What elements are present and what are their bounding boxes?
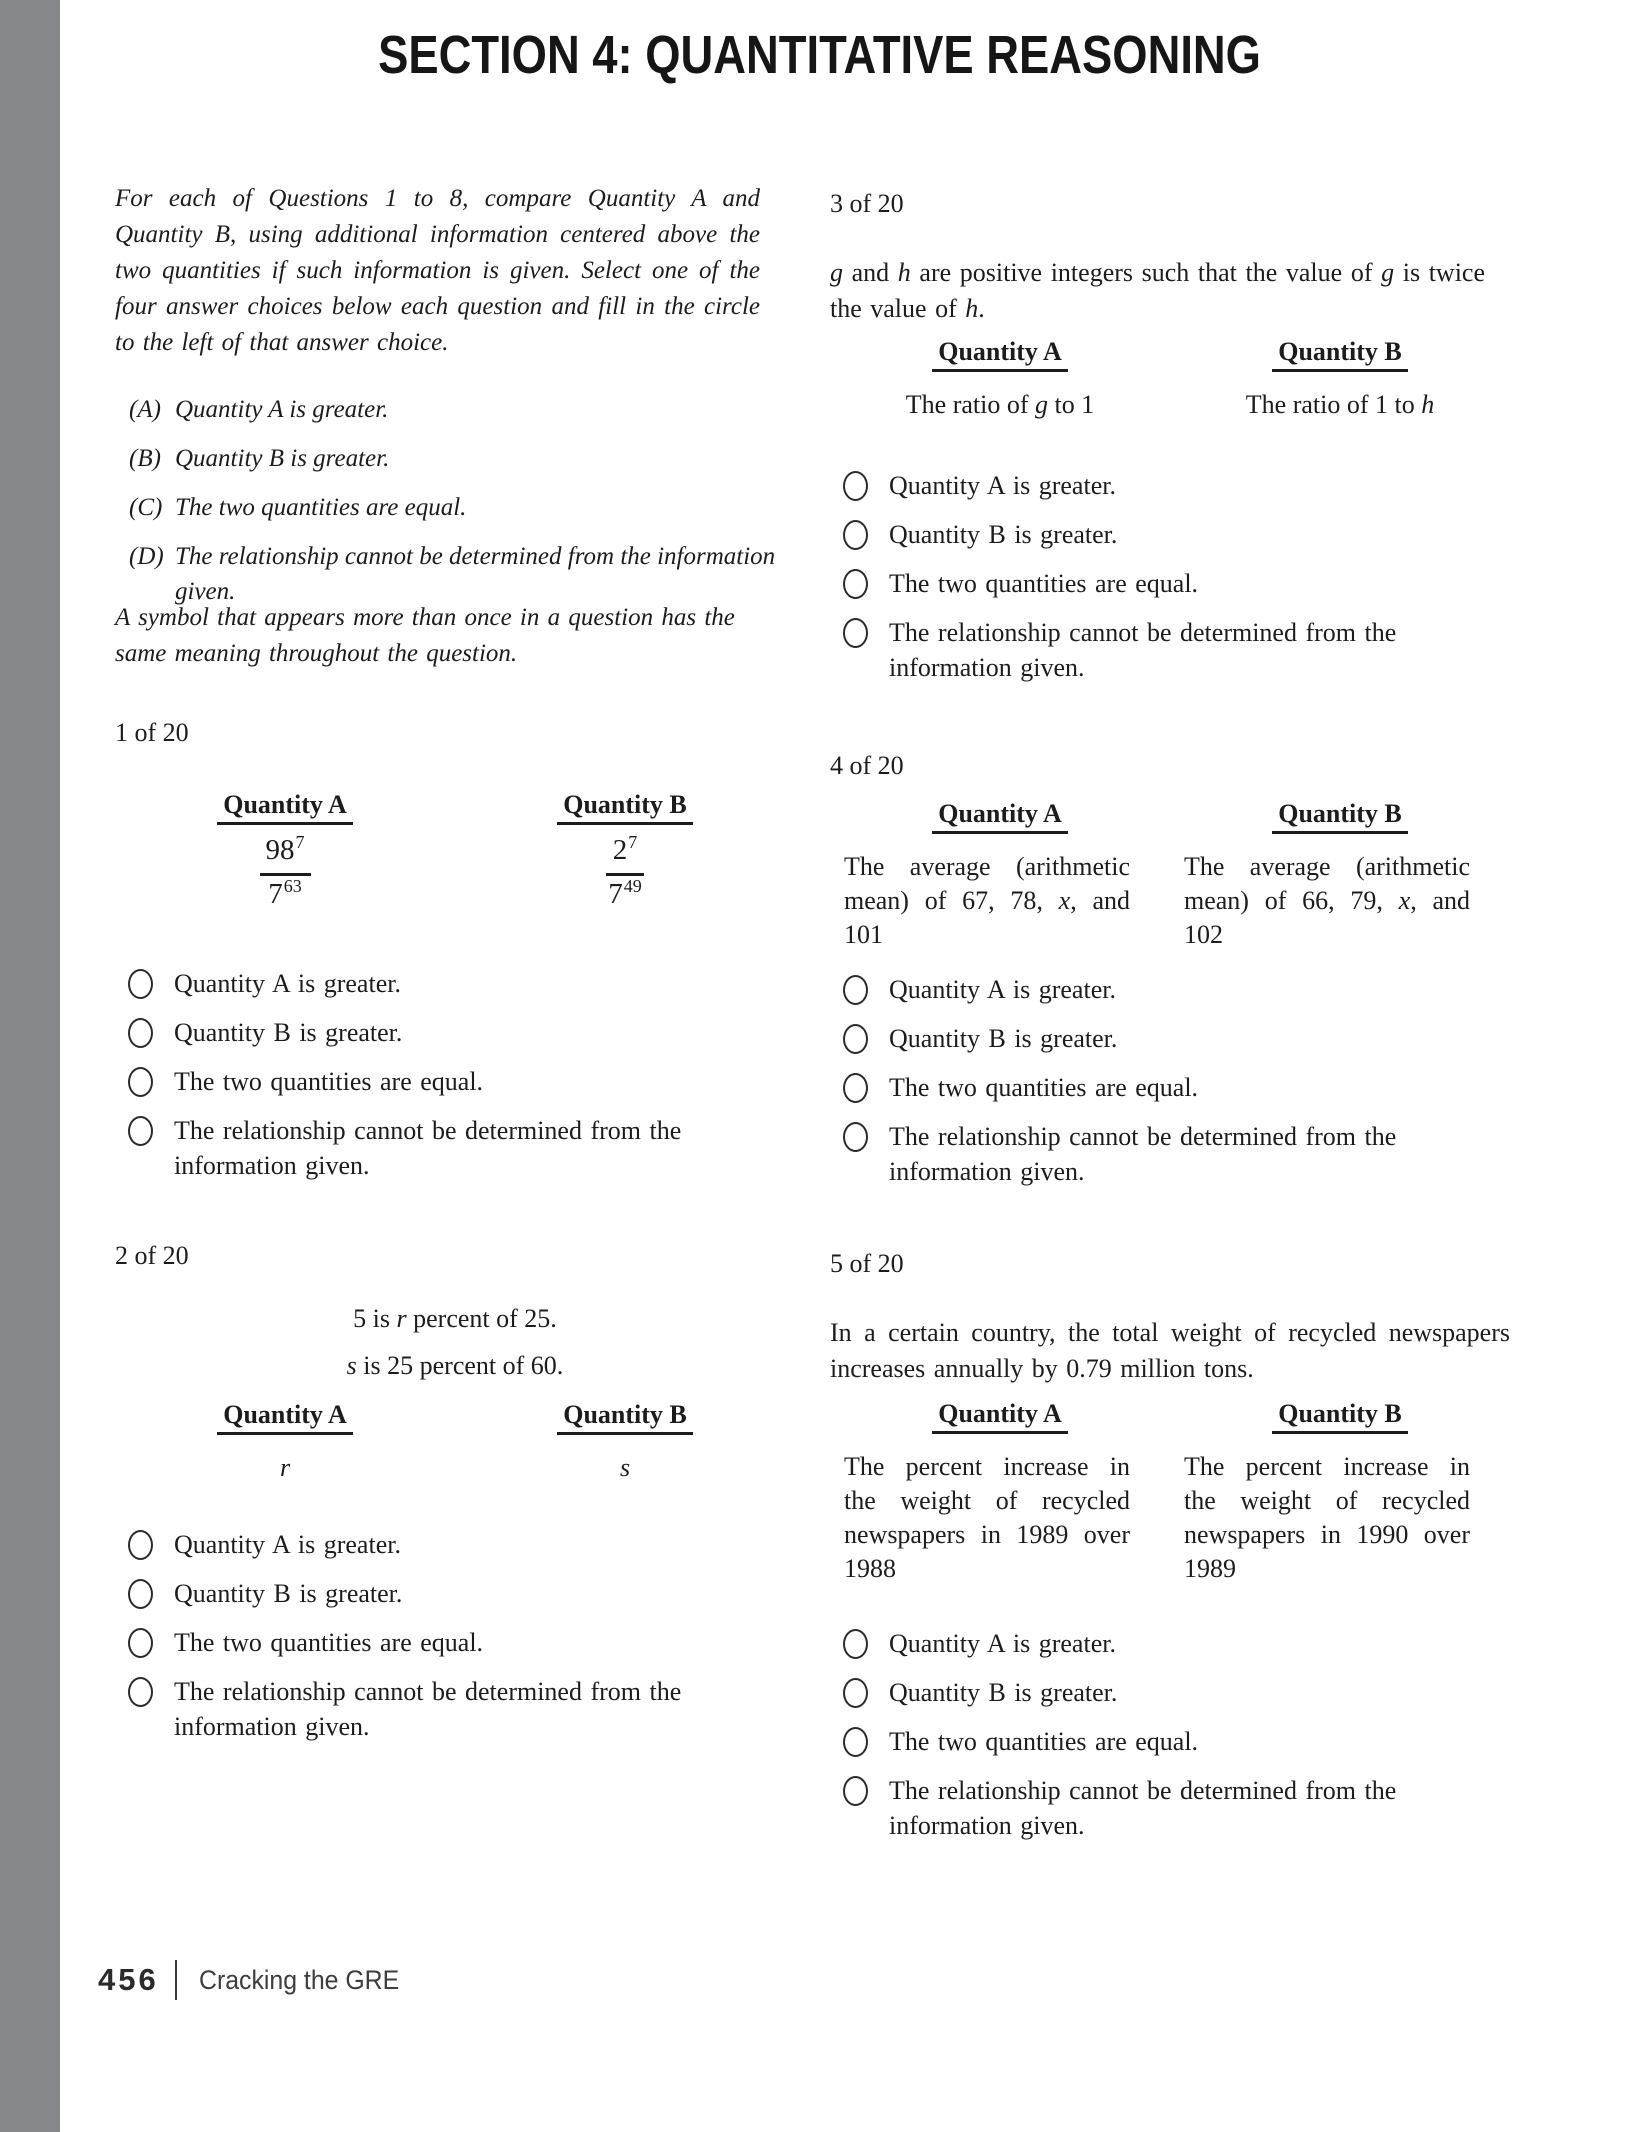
answer-option-d [115,1113,795,1183]
quantity-b-label: Quantity B [1272,799,1408,834]
fraction-quantity-a [260,833,311,914]
quantity-headers [830,1399,1510,1434]
variable-x: x [1398,886,1411,915]
variable-r: r [396,1304,407,1333]
answer-key-text: The relationship cannot be determined from the information given. [175,543,776,605]
quantity-values [830,850,1510,952]
answer-option-b [115,1576,795,1611]
option-text: The two quantities are equal. [889,569,1199,598]
question-number: 5 of 20 [830,1249,904,1278]
given-text: is 25 percent of 60. [356,1351,564,1380]
denominator-base: 7 [268,878,283,910]
question-5 [830,1246,1510,1857]
footer-divider [175,1960,177,2000]
quantity-a-label: Quantity A [932,337,1068,372]
quantity-values [115,833,795,914]
fraction-quantity-b [606,833,644,914]
quantity-text: to 1 [1048,390,1095,419]
answer-option-c [115,1625,795,1660]
quantity-a-header [115,790,455,825]
answer-option-d [830,1119,1510,1189]
given-text: . [978,294,985,323]
question-number: 3 of 20 [830,189,904,218]
symbol-note [115,600,795,672]
radio-q2-d[interactable] [128,1677,153,1707]
answer-key-item-d [115,539,795,609]
answer-option-a [830,1626,1510,1661]
answer-key-label: (A) [129,396,161,423]
quantity-b-header [1170,1399,1510,1434]
option-text: The two quantities are equal. [889,1727,1199,1756]
q2-given-line-2 [115,1348,795,1383]
quantity-a-header [115,1400,455,1435]
quantity-a-value: The percent increase in the weight of recycled newspapers in 1989 over 1988 [844,1452,1130,1583]
radio-q4-d[interactable] [843,1122,868,1152]
radio-q1-c[interactable] [128,1067,153,1097]
answer-key-text: Quantity A is greater. [175,396,389,423]
variable-h: h [1421,390,1435,419]
option-text: Quantity A is greater. [174,1530,401,1559]
answer-option-c [830,566,1510,601]
answer-options [830,1626,1510,1843]
answer-key-label: (B) [129,445,161,472]
answer-option-a [830,468,1510,503]
q2-given-line-1 [115,1301,795,1336]
quantity-b-value [1170,850,1510,952]
quantity-headers [115,1400,795,1435]
question-4 [830,748,1510,1203]
question-number: 1 of 20 [115,718,189,747]
radio-q2-b[interactable] [128,1579,153,1609]
quantity-text: The ratio of [905,390,1035,419]
quantity-values [830,1450,1510,1586]
quantity-a-value [115,1451,455,1485]
variable-r: r [279,1453,291,1482]
quantity-headers [830,799,1510,834]
answer-key-text: The two quantities are equal. [175,494,467,521]
question-number: 2 of 20 [115,1241,189,1270]
option-text: The two quantities are equal. [174,1628,484,1657]
option-text: Quantity A is greater. [889,1629,1116,1658]
quantity-b-value: The percent increase in the weight of recycled newspapers in 1990 over 1989 [1184,1452,1470,1583]
answer-options [830,972,1510,1189]
quantity-b-value [455,1451,795,1485]
quantity-b-header [455,1400,795,1435]
numerator-exponent: 7 [628,832,638,852]
quantity-a-label: Quantity A [932,799,1068,834]
answer-key-item-a [115,392,795,427]
radio-q3-b[interactable] [843,520,868,550]
instructions [115,181,795,361]
page-number: 456 [98,1962,159,1997]
answer-key-item-b [115,441,795,476]
section-title-text: SECTION 4: QUANTITATIVE REASONING [378,25,1261,85]
question-3 [830,186,1510,699]
answer-options [115,1527,795,1744]
option-text: The relationship cannot be determined from the information given. [174,1677,682,1741]
quantity-values [115,1451,795,1485]
option-text: Quantity A is greater. [889,975,1116,1004]
book-title: Cracking the GRE [198,1964,399,1995]
radio-q5-c[interactable] [843,1727,868,1757]
variable-g: g [1381,258,1395,287]
answer-key-label: (C) [129,494,163,521]
answer-options [830,468,1510,685]
answer-key-label: (D) [129,543,164,570]
answer-option-b [830,517,1510,552]
quantity-a-header [830,1399,1170,1434]
quantity-a-header [830,337,1170,372]
quantity-b-label: Quantity B [557,790,693,825]
radio-q1-d[interactable] [128,1116,153,1146]
radio-q3-d[interactable] [843,618,868,648]
radio-q1-a[interactable] [128,969,153,999]
option-text: Quantity B is greater. [174,1579,403,1608]
quantity-b-header [1170,799,1510,834]
variable-x: x [1058,886,1071,915]
answer-key [115,392,795,623]
fraction-numerator [607,833,644,870]
radio-q2-a[interactable] [128,1530,153,1560]
radio-q4-c[interactable] [843,1073,868,1103]
fraction-denominator [606,873,644,914]
given-text: percent of 25. [406,1304,557,1333]
quantity-text: , and 102 [1184,886,1470,949]
option-text: Quantity B is greater. [889,520,1118,549]
question-1 [115,715,795,1197]
numerator-base: 2 [612,834,628,866]
answer-options [115,966,795,1183]
answer-option-a [115,966,795,1001]
quantity-a-label: Quantity A [217,1400,353,1435]
variable-h: h [897,258,911,287]
option-text: The relationship cannot be determined from the information given. [889,1776,1397,1840]
q3-given [830,255,1485,327]
quantity-a-value [830,388,1170,422]
answer-option-d [830,615,1510,685]
variable-s: s [346,1351,357,1380]
option-text: The two quantities are equal. [174,1067,484,1096]
radio-q5-a[interactable] [843,1629,868,1659]
radio-q3-a[interactable] [843,471,868,501]
quantity-a-value [115,833,455,914]
section-title [0,24,1639,86]
fraction-denominator [260,873,311,914]
radio-q1-b[interactable] [128,1018,153,1048]
quantity-b-header [455,790,795,825]
quantity-b-label: Quantity B [1272,337,1408,372]
option-text: The relationship cannot be determined from the information given. [174,1116,682,1180]
answer-option-b [115,1015,795,1050]
option-text: Quantity B is greater. [889,1024,1118,1053]
option-text: The two quantities are equal. [889,1073,1199,1102]
quantity-b-label: Quantity B [557,1400,693,1435]
fraction-numerator [260,833,311,870]
page-edge-stripe [0,0,60,2132]
symbol-note-text: A symbol that appears more than once in a question has the same meaning throughout the question. [115,604,735,667]
radio-q5-b[interactable] [843,1678,868,1708]
option-text: Quantity B is greater. [174,1018,403,1047]
quantity-text: , and 101 [844,886,1130,949]
quantity-text: The average (arithmetic mean) of 67, 78, [844,852,1130,915]
option-text: The relationship cannot be determined from the information given. [889,618,1397,682]
radio-q5-d[interactable] [843,1776,868,1806]
answer-option-d [830,1773,1510,1843]
quantity-b-header [1170,337,1510,372]
radio-q4-b[interactable] [843,1024,868,1054]
option-text: The relationship cannot be determined from the information given. [889,1122,1397,1186]
quantity-b-label: Quantity B [1272,1399,1408,1434]
quantity-b-value [455,833,795,914]
option-text: Quantity A is greater. [889,471,1116,500]
variable-g: g [1035,390,1048,419]
given-text: 5 is [353,1304,397,1333]
variable-s: s [619,1453,631,1482]
denominator-base: 7 [608,878,623,910]
answer-option-b [830,1021,1510,1056]
quantity-values [830,388,1510,422]
answer-option-a [115,1527,795,1562]
given-text: and [843,258,898,287]
question-2 [115,1238,795,1758]
quantity-a-header [830,799,1170,834]
quantity-headers [830,337,1510,372]
quantity-a-label: Quantity A [217,790,353,825]
quantity-b-value [1170,388,1510,422]
radio-q4-a[interactable] [843,975,868,1005]
option-text: Quantity B is greater. [889,1678,1118,1707]
denominator-exponent: 63 [283,876,302,896]
given-text: are positive integers such that the value of [910,258,1382,287]
numerator-base: 98 [265,834,295,866]
answer-option-c [115,1064,795,1099]
given-text: is twice the value of [830,258,1485,323]
quantity-a-value [830,850,1170,952]
answer-option-a [830,972,1510,1007]
radio-q2-c[interactable] [128,1628,153,1658]
quantity-text: The ratio of 1 to [1245,390,1422,419]
numerator-exponent: 7 [295,832,305,852]
question-number: 4 of 20 [830,751,904,780]
answer-option-c [830,1724,1510,1759]
instructions-intro: For each of Questions 1 to 8, compare Quantity A and Quantity B, using additional information centered above the two quantities if such information is given. Select one of the four answer choices below each question and fill in the circle to the left of that answer choice. [115,185,760,356]
answer-option-d [115,1674,795,1744]
variable-h: h [965,294,979,323]
denominator-exponent: 49 [623,876,642,896]
quantity-text: The average (arithmetic mean) of 66, 79, [1184,852,1470,915]
answer-key-text: Quantity B is greater. [175,445,390,472]
quantity-a-label: Quantity A [932,1399,1068,1434]
quantity-headers [115,790,795,825]
option-text: Quantity A is greater. [174,969,401,998]
answer-option-c [830,1070,1510,1105]
radio-q3-c[interactable] [843,569,868,599]
answer-option-b [830,1675,1510,1710]
variable-g: g [830,258,843,287]
page-footer [98,1960,416,2000]
answer-key-item-c [115,490,795,525]
q5-given: In a certain country, the total weight of recycled newspapers increases annually by 0.79 million tons. [830,1318,1510,1383]
